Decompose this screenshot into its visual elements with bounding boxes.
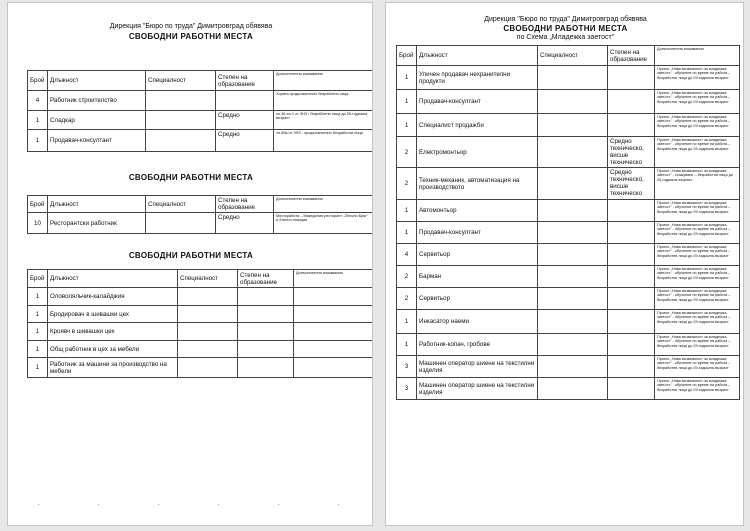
table-header-row (28, 71, 373, 91)
cell-education (238, 288, 294, 306)
cell-specialty (538, 266, 608, 288)
cell-count: 1 (397, 222, 417, 244)
cell-specialty (146, 91, 216, 111)
vacancies-table-3 (27, 269, 373, 378)
vacancies-table-2 (27, 195, 373, 234)
cell-position: Електромонтьор (417, 137, 538, 168)
header-position: Длъжност (48, 196, 146, 213)
cell-specialty (538, 288, 608, 310)
header-position: Длъжност (417, 46, 538, 66)
header-specialty: Специалност (146, 196, 216, 213)
header-extra: Допълнителни изисквания (294, 270, 373, 288)
header-count: Брой (397, 46, 417, 66)
cell-extra: Проект „Нова възможност за младежка заетост“ - обучение по време на работа – безработни лица до 29-годишна възраст (655, 66, 740, 90)
cell-specialty (178, 306, 238, 323)
table-row (28, 130, 373, 152)
cell-extra: чл.36 ал.1 от ЗНЗ / безработни лица до 29-годишна възраст (274, 111, 373, 130)
cell-position: Барман (417, 266, 538, 288)
header-position: Длъжност (48, 71, 146, 91)
section-1 (8, 32, 373, 42)
cell-count: 1 (28, 323, 48, 341)
cell-specialty (538, 378, 608, 400)
cell-extra: Хората продължително безработни лица (274, 91, 373, 111)
cell-extra: Проект „Нова възможност за младежка заетост“ - обучение по време на работа – безработни лица до 29-годишна възраст (655, 356, 740, 378)
cell-count: 3 (397, 356, 417, 378)
crop-marks (8, 504, 372, 505)
cell-extra (294, 358, 373, 378)
cell-extra (294, 288, 373, 306)
header-education: Степен на образование (216, 71, 274, 91)
cell-education: Средно (216, 130, 274, 152)
table-header-row (28, 270, 373, 288)
cell-count: 1 (397, 90, 417, 114)
section-title: СВОБОДНИ РАБОТНИ МЕСТА (128, 32, 254, 41)
section-title: СВОБОДНИ РАБОТНИ МЕСТА (128, 251, 254, 260)
cell-count: 1 (28, 341, 48, 358)
cell-count: 2 (397, 168, 417, 200)
table-row (397, 66, 740, 90)
cell-education: Средно техническо, висше техническо (608, 168, 655, 200)
table-row (397, 378, 740, 400)
table-row (397, 244, 740, 266)
cell-education: Средно техническо, висше техническо (608, 137, 655, 168)
cell-specialty (178, 358, 238, 378)
table-row (397, 310, 740, 334)
cell-education (238, 341, 294, 358)
cell-position: Оловоляльчик-калайджия (48, 288, 178, 306)
table-row (397, 222, 740, 244)
header-extra: Допълнителни изисквания (274, 196, 373, 213)
cell-extra: Проект „Нова възможност за младежка заетост“ - обучение по време на работа – безработни лица до 29-годишна възраст (655, 114, 740, 137)
header-count: Брой (28, 71, 48, 91)
cell-specialty (146, 130, 216, 152)
cell-education (608, 378, 655, 400)
table-row (397, 114, 740, 137)
table-row (28, 306, 373, 323)
cell-extra: Проект „Нова възможност за младежка заетост“ - обучение по време на работа – безработни лица до 29-годишна възраст (655, 244, 740, 266)
cell-position: Уличен продавач нехранителни продукти (417, 66, 538, 90)
right-page (385, 2, 744, 526)
cell-specialty (538, 168, 608, 200)
section-title: СВОБОДНИ РАБОТНИ МЕСТА (128, 173, 254, 182)
cell-position: Продавач-консултант (417, 90, 538, 114)
table-row (28, 91, 373, 111)
table-row (397, 168, 740, 200)
table-row (397, 90, 740, 114)
table-header-row (397, 46, 740, 66)
cell-specialty (538, 244, 608, 266)
cell-education (238, 323, 294, 341)
org-line: Дирекция "Бюро по труда" Димитровград обявява (484, 16, 647, 23)
section-2 (8, 173, 373, 183)
cell-extra: Проект „Нова възможност за младежка заетост“ - обучение по време на работа – безработни лица до 29-годишна възраст (655, 334, 740, 356)
cell-specialty (538, 356, 608, 378)
header-specialty: Специалност (178, 270, 238, 288)
cell-specialty (178, 341, 238, 358)
table-row (28, 111, 373, 130)
cell-count: 1 (397, 114, 417, 137)
cell-specialty (538, 66, 608, 90)
cell-count: 1 (28, 130, 48, 152)
table-row (28, 288, 373, 306)
cell-position: Машинен оператор шиене на текстилни изделия (417, 356, 538, 378)
header-position: Длъжност (48, 270, 178, 288)
cell-count: 1 (28, 288, 48, 306)
cell-count: 10 (28, 213, 48, 234)
cell-count: 1 (397, 310, 417, 334)
youth-employment-table (396, 45, 740, 400)
table-row (397, 288, 740, 310)
cell-count: 2 (397, 266, 417, 288)
cell-education (608, 90, 655, 114)
cell-extra: Проект „Нова възможност за младежка заетост“ - обучение по време на работа – безработни лица до 29-годишна възраст (655, 288, 740, 310)
cell-specialty (538, 310, 608, 334)
cell-education (608, 114, 655, 137)
table-header-row (28, 196, 373, 213)
header-specialty: Специалност (538, 46, 608, 66)
table-row (28, 341, 373, 358)
cell-education: Средно (216, 213, 274, 234)
cell-count: 1 (28, 306, 48, 323)
cell-position: Техник-механик, автоматизация на производството (417, 168, 538, 200)
cell-extra: Проект „Нова възможност за младежка заетост“ - стажуване – безработни лица до 29-годишна възраст (655, 168, 740, 200)
cell-specialty (538, 90, 608, 114)
cell-position: Продавач-консултант (48, 130, 146, 152)
cell-extra: Проект „Нова възможност за младежка заетост“ - обучение по време на работа – безработни лица до 29-годишна възраст (655, 137, 740, 168)
right-header (386, 16, 744, 42)
cell-extra (294, 341, 373, 358)
table-row (397, 137, 740, 168)
cell-specialty (538, 200, 608, 222)
table-row (397, 356, 740, 378)
cell-education (608, 356, 655, 378)
cell-specialty (178, 323, 238, 341)
cell-extra: чл.55в от ЗНЗ - продължително безработни лица (274, 130, 373, 152)
cell-count: 2 (397, 137, 417, 168)
cell-extra: Месторабота – Македония ресторант „Злъчни Бряг“ и Злетни позиция (274, 213, 373, 234)
table-row (28, 323, 373, 341)
header-extra: Допълнителни изисквания (655, 46, 740, 66)
cell-position: Автомонтьор (417, 200, 538, 222)
cell-position: Работник строителство (48, 91, 146, 111)
cell-position: Сервитьор (417, 288, 538, 310)
cell-count: 1 (28, 111, 48, 130)
cell-count: 2 (397, 288, 417, 310)
section-3 (8, 251, 373, 261)
cell-extra: Проект „Нова възможност за младежка заетост“ - обучение по време на работа – безработни лица до 29-годишна възраст (655, 222, 740, 244)
cell-count: 1 (28, 358, 48, 378)
cell-count: 4 (28, 91, 48, 111)
cell-count: 3 (397, 378, 417, 400)
cell-position: Сервитьор (417, 244, 538, 266)
cell-specialty (538, 114, 608, 137)
header-education: Степен на образование (608, 46, 655, 66)
cell-education (608, 200, 655, 222)
cell-extra (294, 306, 373, 323)
cell-education (608, 310, 655, 334)
header-education: Степен на образование (238, 270, 294, 288)
header-education: Степен на образование (216, 196, 274, 213)
left-page (7, 2, 373, 526)
cell-specialty (538, 137, 608, 168)
cell-extra: Проект „Нова възможност за младежка заетост“ - обучение по време на работа – безработни лица до 29-годишна възраст (655, 90, 740, 114)
cell-specialty (538, 334, 608, 356)
table-row (397, 334, 740, 356)
cell-specialty (538, 222, 608, 244)
header-count: Брой (28, 196, 48, 213)
cell-extra: Проект „Нова възможност за младежка заетост“ - обучение по време на работа – безработни лица до 29-годишна възраст (655, 378, 740, 400)
cell-position: Общ работник в цех за мебели (48, 341, 178, 358)
cell-position: Машинен оператор шиене на текстилни изделия (417, 378, 538, 400)
cell-position: Работник за машини за производство на мебели (48, 358, 178, 378)
cell-position: Продавач-консултант (417, 222, 538, 244)
cell-education (608, 244, 655, 266)
cell-position: Ресторантски работник (48, 213, 146, 234)
cell-specialty (178, 288, 238, 306)
cell-education (608, 288, 655, 310)
cell-position: Сладкар (48, 111, 146, 130)
header-extra: Допълнителни изисквания (274, 71, 373, 91)
cell-count: 1 (397, 334, 417, 356)
cell-education (608, 334, 655, 356)
table-row (28, 358, 373, 378)
cell-position: Кроявч в шивашки цех (48, 323, 178, 341)
cell-specialty (146, 111, 216, 130)
cell-count: 4 (397, 244, 417, 266)
cell-position: Работник-копач, гробове (417, 334, 538, 356)
org-header-left (8, 23, 373, 31)
table-row (28, 213, 373, 234)
cell-education (238, 358, 294, 378)
cell-education (238, 306, 294, 323)
cell-extra: Проект „Нова възможност за младежка заетост“ - обучение по време на работа – безработни лица до 29-годишна възраст (655, 200, 740, 222)
cell-education (608, 222, 655, 244)
cell-position: Бродировач в шивашки цех (48, 306, 178, 323)
header-specialty: Специалност (146, 71, 216, 91)
vacancies-table-1 (27, 70, 373, 152)
cell-count: 1 (397, 66, 417, 90)
cell-extra (294, 323, 373, 341)
cell-extra: Проект „Нова възможност за младежка заетост“ - обучение по време на работа – безработни лица до 29-годишна възраст (655, 266, 740, 288)
cell-count: 1 (397, 200, 417, 222)
org-line: Дирекция "Бюро по труда" Димитровград обявява (109, 23, 273, 30)
cell-specialty (146, 213, 216, 234)
table-row (397, 266, 740, 288)
cell-education: Средно (216, 111, 274, 130)
cell-position: Специалист продажби (417, 114, 538, 137)
cell-education (216, 91, 274, 111)
page-title: СВОБОДНИ РАБОТНИ МЕСТА (503, 24, 628, 33)
cell-education (608, 66, 655, 90)
header-count: Брой (28, 270, 48, 288)
cell-position: Инкасатор наеми (417, 310, 538, 334)
cell-extra: Проект „Нова възможност за младежка заетост“ - обучение по време на работа – безработни лица до 29-годишна възраст (655, 310, 740, 334)
table-row (397, 200, 740, 222)
cell-education (608, 266, 655, 288)
page-subtitle: по Схема „Младежка заетост" (516, 34, 615, 41)
